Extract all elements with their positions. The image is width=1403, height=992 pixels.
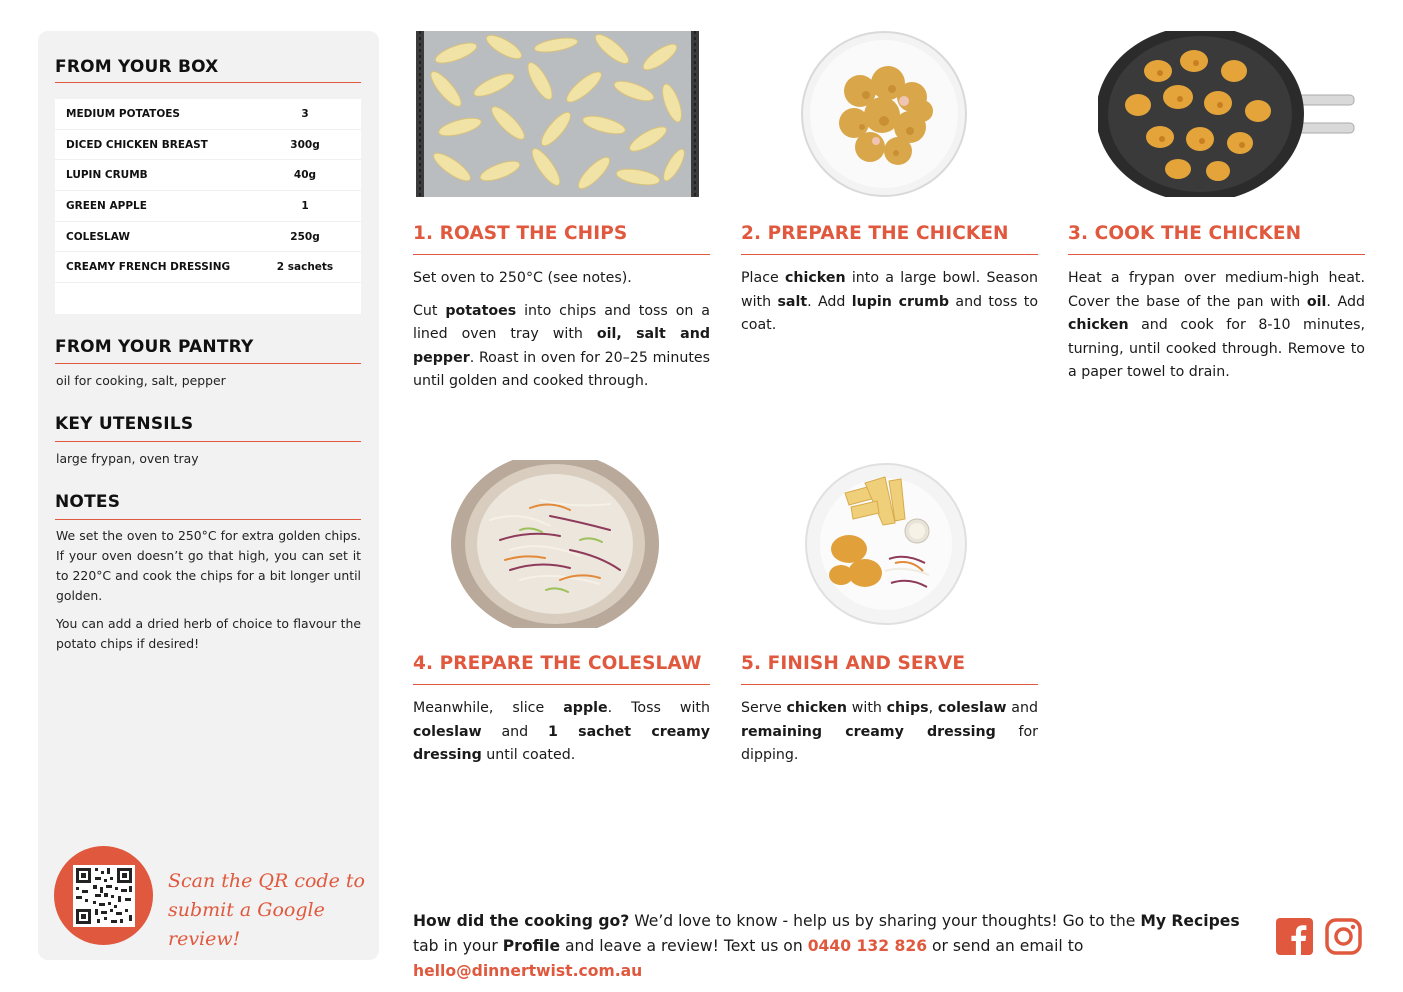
ingredient-name: LUPIN CRUMB bbox=[66, 169, 148, 182]
qr-caption: Scan the QR code to submit a Google review! bbox=[168, 870, 365, 950]
utensils-text: large frypan, oven tray bbox=[56, 451, 199, 466]
ingredient-row bbox=[55, 252, 361, 283]
contact-link[interactable]: hello@dinnertwist.com.au bbox=[413, 962, 643, 980]
prepare-chicken-photo bbox=[800, 31, 968, 197]
ingredient-qty: 300g bbox=[290, 138, 320, 151]
finish-serve-photo bbox=[805, 463, 967, 626]
step-2-body bbox=[741, 267, 1038, 347]
ingredient-row bbox=[55, 99, 361, 130]
coleslaw-photo bbox=[450, 460, 660, 628]
ingredient-name: COLESLAW bbox=[66, 230, 130, 243]
divider bbox=[55, 441, 361, 442]
step-3-title: 3. COOK THE CHICKEN bbox=[1068, 223, 1302, 244]
step-4-body bbox=[413, 697, 710, 777]
cook-chicken-photo bbox=[1098, 31, 1358, 197]
ingredient-row bbox=[55, 191, 361, 222]
divider bbox=[1068, 254, 1365, 255]
divider bbox=[413, 684, 710, 685]
pantry-heading: FROM YOUR PANTRY bbox=[55, 337, 254, 357]
step-paragraph: Meanwhile, slice apple. Toss with coleslaw and 1 sachet creamy dressing until coated. bbox=[413, 700, 710, 763]
ingredient-name: DICED CHICKEN BREAST bbox=[66, 138, 208, 151]
divider bbox=[741, 254, 1038, 255]
divider bbox=[55, 519, 361, 520]
notes-paragraph: We set the oven to 250°C for extra golden chips. If your oven doesn’t go that high, you can set it to 220°C and cook the chips for a bit longer until golden. bbox=[56, 528, 361, 603]
ingredient-name: MEDIUM POTATOES bbox=[66, 107, 180, 120]
step-4-title: 4. PREPARE THE COLESLAW bbox=[413, 653, 702, 674]
ingredient-qty: 3 bbox=[301, 107, 309, 120]
from-your-box-heading: FROM YOUR BOX bbox=[55, 57, 219, 77]
notes-text bbox=[56, 526, 361, 662]
review-footer: How did the cooking go? We’d love to know - help us by sharing your thoughts! Go to the My Recipes tab in your Profile and leave a review! Text us on 0440 132 826 or send an email to hello@dinnertwist.com.au bbox=[413, 912, 1240, 980]
ingredients-table bbox=[55, 99, 361, 314]
qr-code-icon[interactable] bbox=[73, 865, 135, 927]
step-1-body bbox=[413, 267, 710, 403]
contact-link[interactable]: 0440 132 826 bbox=[807, 937, 928, 955]
step-paragraph: Heat a frypan over medium-high heat. Cover the base of the pan with oil. Add chicken and cook for 8-10 minutes, turning, until cooked through. Remove to a paper towel to drain. bbox=[1068, 270, 1365, 380]
utensils-heading: KEY UTENSILS bbox=[55, 414, 194, 434]
ingredient-row bbox=[55, 160, 361, 191]
divider bbox=[741, 684, 1038, 685]
divider bbox=[413, 254, 710, 255]
step-paragraph: Cut potatoes into chips and toss on a lined oven tray with oil, salt and pepper. Roast in oven for 20–25 minutes until golden and cooked through. bbox=[413, 302, 710, 389]
step-1-title: 1. ROAST THE CHIPS bbox=[413, 223, 628, 244]
ingredient-name: GREEN APPLE bbox=[66, 199, 147, 212]
step-paragraph: Place chicken into a large bowl. Season with salt. Add lupin crumb and toss to coat. bbox=[741, 270, 1038, 333]
step-5-body bbox=[741, 697, 1038, 777]
notes-paragraph: You can add a dried herb of choice to flavour the potato chips if desired! bbox=[56, 616, 361, 651]
facebook-icon[interactable] bbox=[1276, 918, 1313, 955]
roast-chips-photo bbox=[416, 31, 699, 197]
divider bbox=[55, 363, 361, 364]
divider bbox=[55, 82, 361, 83]
qr-badge[interactable] bbox=[54, 846, 153, 945]
ingredient-qty: 1 bbox=[301, 199, 309, 212]
pantry-text: oil for cooking, salt, pepper bbox=[56, 373, 226, 388]
sidebar bbox=[38, 31, 379, 960]
step-5-title: 5. FINISH AND SERVE bbox=[741, 653, 966, 674]
instagram-icon[interactable] bbox=[1325, 918, 1362, 955]
step-paragraph: Serve chicken with chips, coleslaw and remaining creamy dressing for dipping. bbox=[741, 700, 1038, 763]
step-paragraph: Set oven to 250°C (see notes). bbox=[413, 270, 632, 286]
ingredient-row bbox=[55, 222, 361, 253]
ingredient-qty: 2 sachets bbox=[276, 261, 334, 274]
ingredient-name: CREAMY FRENCH DRESSING bbox=[66, 261, 231, 274]
step-2-title: 2. PREPARE THE CHICKEN bbox=[741, 223, 1009, 244]
ingredient-row bbox=[55, 130, 361, 161]
ingredient-qty: 40g bbox=[293, 169, 317, 182]
step-3-body bbox=[1068, 267, 1365, 394]
ingredient-qty: 250g bbox=[290, 230, 320, 243]
notes-heading: NOTES bbox=[55, 492, 121, 512]
